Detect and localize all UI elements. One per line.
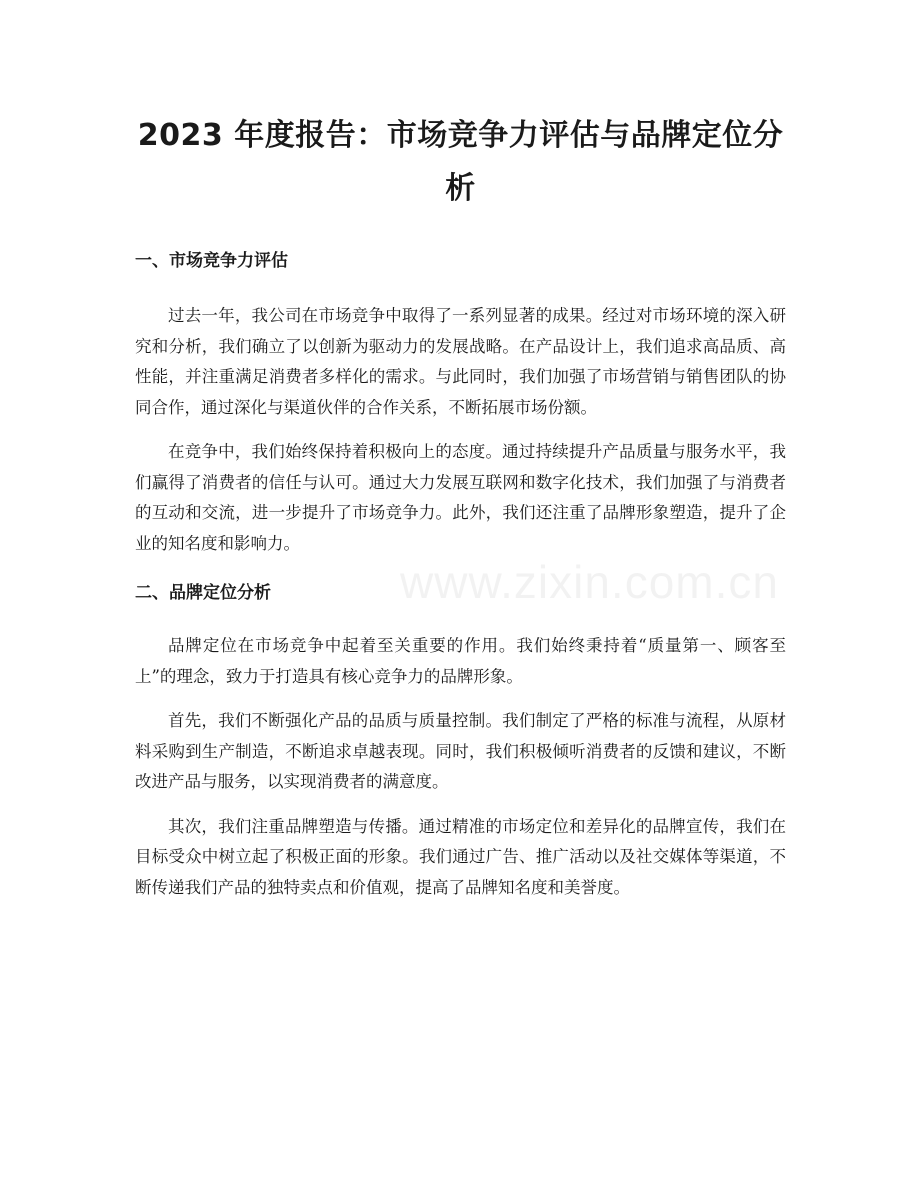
watermark: www.zixin.com.cn: [400, 556, 779, 608]
document-title: 2023 年度报告：市场竞争力评估与品牌定位分析: [137, 118, 784, 206]
paragraph: 首先，我们不断强化产品的品质与质量控制。我们制定了严格的标准与流程，从原材料采购到生产制造，不断追求卓越表现。同时，我们积极倾听消费者的反馈和建议，不断改进产品与服务，以实现消费者的满意度。: [135, 711, 786, 791]
paragraph: 其次，我们注重品牌塑造与传播。通过精准的市场定位和差异化的品牌宣传，我们在目标受众中树立起了积极正面的形象。我们通过广告、推广活动以及社交媒体等渠道，不断传递我们产品的独特卖点和价值观，提高了品牌知名度和美誉度。: [135, 816, 786, 897]
section-heading-brand-positioning: 二、品牌定位分析: [135, 583, 271, 603]
paragraph: 在竞争中，我们始终保持着积极向上的态度。通过持续提升产品质量与服务水平，我们赢得了消费者的信任与认可。通过大力发展互联网和数字化技术，我们加强了与消费者的互动和交流，进一步提升了市场竞争力。此外，我们还注重了品牌形象塑造，提升了企业的知名度和影响力。: [135, 442, 786, 553]
section-heading-market-competitiveness: 一、市场竞争力评估: [135, 251, 288, 271]
paragraph: 品牌定位在市场竞争中起着至关重要的作用。我们始终秉持着“质量第一、顾客至上”的理念，致力于打造具有核心竞争力的品牌形象。: [135, 636, 786, 686]
paragraph: 过去一年，我公司在市场竞争中取得了一系列显著的成果。经过对市场环境的深入研究和分析，我们确立了以创新为驱动力的发展战略。在产品设计上，我们追求高品质、高性能，并注重满足消费者多样化的需求。与此同时，我们加强了市场营销与销售团队的协同合作，通过深化与渠道伙伴的合作关系，不断拓展市场份额。: [135, 306, 786, 417]
